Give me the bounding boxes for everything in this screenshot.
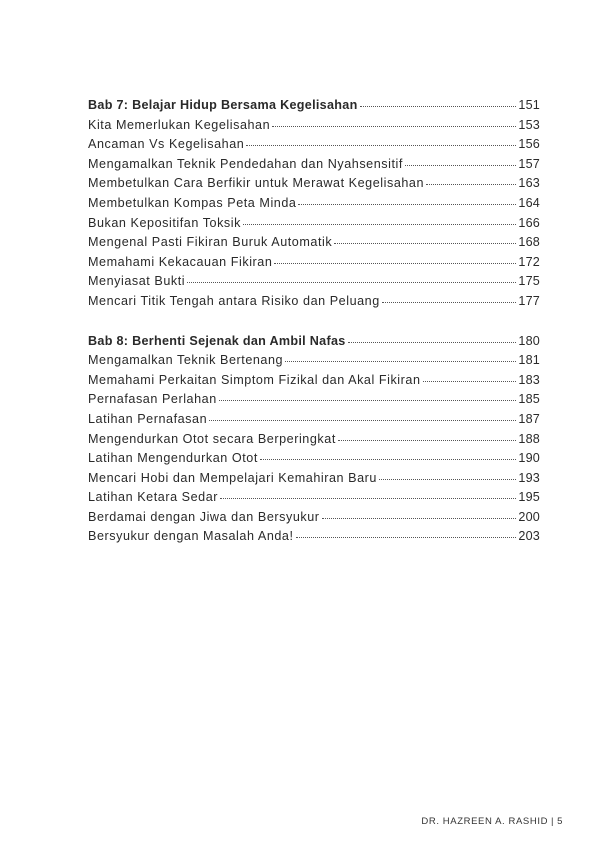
toc-entry bbox=[88, 412, 540, 432]
page-number: 185 bbox=[518, 392, 540, 407]
page-number: 195 bbox=[518, 490, 540, 505]
page-number: 151 bbox=[518, 98, 540, 112]
toc-entry bbox=[88, 529, 540, 549]
dot-leader bbox=[360, 106, 517, 107]
entry-title: Membetulkan Kompas Peta Minda bbox=[88, 195, 297, 210]
entry-title: Berdamai dengan Jiwa dan Bersyukur bbox=[88, 509, 320, 524]
page-number: 156 bbox=[518, 137, 540, 152]
dot-leader bbox=[379, 479, 516, 480]
entry-title: Mengendurkan Otot secara Berperingkat bbox=[88, 431, 336, 446]
dot-leader bbox=[296, 537, 517, 538]
page-number: 180 bbox=[518, 333, 540, 348]
dot-leader bbox=[274, 263, 516, 264]
entry-title: Membetulkan Cara Berfikir untuk Merawat Kegelisahan bbox=[88, 176, 425, 191]
dot-leader bbox=[272, 126, 516, 127]
dot-leader bbox=[260, 459, 516, 460]
chapter-heading bbox=[88, 334, 540, 354]
entry-title: Pernafasan Perlahan bbox=[88, 392, 217, 407]
footer-separator: | bbox=[551, 816, 555, 827]
entry-title: Mencari Titik Tengah antara Risiko dan Peluang bbox=[88, 293, 380, 308]
entry-title: Memahami Perkaitan Simptom Fizikal dan Akal Fikiran bbox=[88, 372, 421, 387]
dot-leader bbox=[298, 204, 516, 205]
toc-entry bbox=[88, 294, 540, 314]
dot-leader bbox=[220, 498, 516, 499]
entry-title: Mengamalkan Teknik Bertenang bbox=[88, 353, 284, 368]
toc-entry bbox=[88, 392, 540, 412]
page-number: 166 bbox=[518, 215, 540, 230]
table-of-contents bbox=[88, 98, 540, 549]
entry-title: Menyiasat Bukti bbox=[88, 274, 186, 289]
entry-title: Latihan Ketara Sedar bbox=[88, 490, 219, 505]
page-number: 187 bbox=[518, 411, 540, 426]
page-number: 183 bbox=[518, 372, 540, 387]
dot-leader bbox=[187, 282, 516, 283]
dot-leader bbox=[219, 400, 517, 401]
page-number: 181 bbox=[518, 353, 540, 368]
dot-leader bbox=[426, 184, 516, 185]
toc-entry bbox=[88, 118, 540, 138]
toc-entry bbox=[88, 137, 540, 157]
toc-entry bbox=[88, 255, 540, 275]
page-number: 168 bbox=[518, 235, 540, 250]
page-number: 153 bbox=[518, 117, 540, 132]
footer-author: DR. HAZREEN A. RASHID bbox=[421, 816, 549, 827]
chapter-heading bbox=[88, 98, 540, 118]
page-number: 172 bbox=[518, 254, 540, 269]
entry-title: Bersyukur dengan Masalah Anda! bbox=[88, 529, 294, 544]
page-number: 200 bbox=[518, 509, 540, 524]
toc-section bbox=[88, 98, 540, 314]
dot-leader bbox=[322, 518, 517, 519]
footer-page-number: 5 bbox=[557, 816, 563, 827]
page-number: 175 bbox=[518, 274, 540, 289]
toc-entry bbox=[88, 432, 540, 452]
entry-title: Memahami Kekacauan Fikiran bbox=[88, 254, 273, 269]
toc-entry bbox=[88, 216, 540, 236]
dot-leader bbox=[382, 302, 517, 303]
toc-entry bbox=[88, 176, 540, 196]
dot-leader bbox=[334, 243, 516, 244]
entry-title: Kita Memerlukan Kegelisahan bbox=[88, 117, 271, 132]
entry-title: Latihan Mengendurkan Otot bbox=[88, 451, 258, 466]
page-number: 190 bbox=[518, 451, 540, 466]
chapter-title: Bab 7: Belajar Hidup Bersama Kegelisahan bbox=[88, 98, 358, 112]
dot-leader bbox=[285, 361, 516, 362]
chapter-title: Bab 8: Berhenti Sejenak dan Ambil Nafas bbox=[88, 333, 346, 348]
entry-title: Mencari Hobi dan Mempelajari Kemahiran Baru bbox=[88, 470, 377, 485]
toc-entry bbox=[88, 510, 540, 530]
page-footer bbox=[421, 816, 563, 827]
entry-title: Mengamalkan Teknik Pendedahan dan Nyahsensitif bbox=[88, 156, 403, 171]
page-number: 177 bbox=[518, 293, 540, 308]
page-number: 164 bbox=[518, 195, 540, 210]
toc-section bbox=[88, 334, 540, 550]
page-number: 188 bbox=[518, 431, 540, 446]
toc-entry bbox=[88, 157, 540, 177]
dot-leader bbox=[243, 224, 516, 225]
entry-title: Latihan Pernafasan bbox=[88, 411, 208, 426]
entry-title: Ancaman Vs Kegelisahan bbox=[88, 137, 245, 152]
dot-leader bbox=[423, 381, 517, 382]
toc-entry bbox=[88, 274, 540, 294]
toc-entry bbox=[88, 471, 540, 491]
dot-leader bbox=[338, 440, 517, 441]
entry-title: Bukan Kepositifan Toksik bbox=[88, 215, 241, 230]
dot-leader bbox=[405, 165, 516, 166]
dot-leader bbox=[348, 342, 517, 343]
toc-entry bbox=[88, 490, 540, 510]
page-number: 203 bbox=[518, 529, 540, 544]
page-number: 157 bbox=[518, 156, 540, 171]
dot-leader bbox=[246, 145, 516, 146]
toc-entry bbox=[88, 196, 540, 216]
entry-title: Mengenal Pasti Fikiran Buruk Automatik bbox=[88, 235, 333, 250]
toc-entry bbox=[88, 373, 540, 393]
page-number: 163 bbox=[518, 176, 540, 191]
page-number: 193 bbox=[518, 470, 540, 485]
toc-entry bbox=[88, 451, 540, 471]
toc-entry bbox=[88, 353, 540, 373]
dot-leader bbox=[209, 420, 516, 421]
toc-entry bbox=[88, 235, 540, 255]
